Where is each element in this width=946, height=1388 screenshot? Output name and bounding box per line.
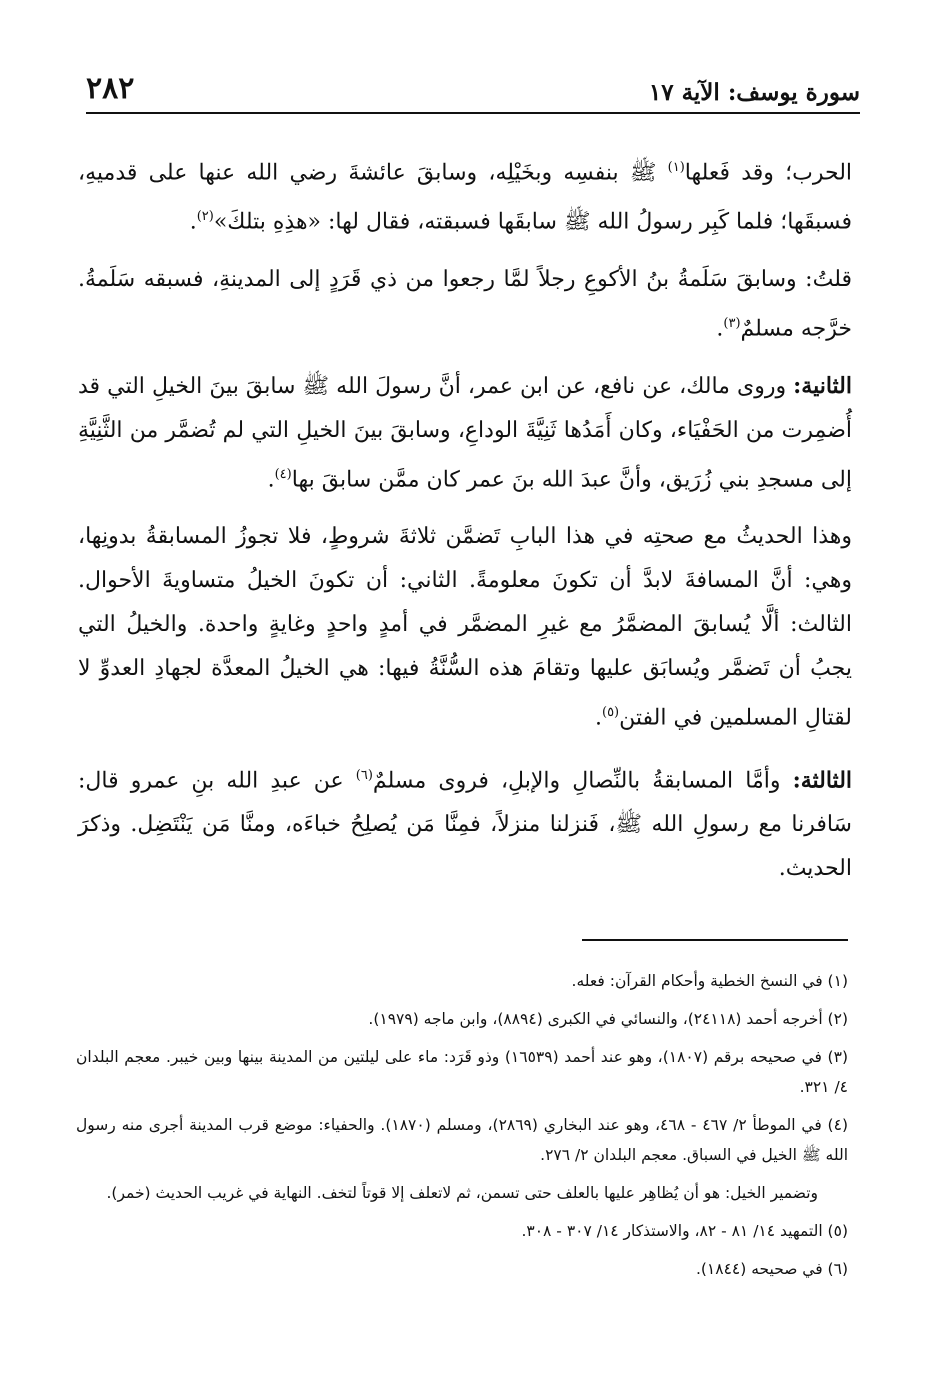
footnote-3: (٣) في صحيحه برقم (١٨٠٧)، وهو عند أحمد (١٦٥٣٩) وذو قَرَد: ماء على ليلتين من المدينة بينها وبين خيبر. معجم البلدان ٤/ ٣٢١. (76, 1048, 848, 1096)
paragraph-5-text-b: عن عبدِ الله بنِ عمرو قال: سَافرنا مع رسولِ الله ﷺ، فَنزلنا منزلاً، فمِنَّا مَن يُصلِحُ خباءَه، ومنَّا مَن يَنْتَضِل. وذكرَ الحديث. (78, 767, 852, 881)
footnote-4: (٤) في الموطأ ٢/ ٤٦٧ - ٤٦٨، وهو عند البخاري (٢٨٦٩)، ومسلم (١٨٧٠). والحفياء: موضع قرب المدينة أجرى منه رسول الله ﷺ الخيل في السباق. معجم البلدان ٢/ ٢٧٦. (76, 1116, 848, 1164)
paragraph-5-text-a: وأمَّا المسابقةُ بالنِّصالِ والإبلِ، فروى مسلمٌ (372, 767, 793, 793)
footnote-2: (٢) أخرجه أحمد (٢٤١١٨)، والنسائي في الكبرى (٨٨٩٤)، وابن ماجه (١٩٧٩). (368, 1010, 848, 1028)
paragraph-4-text-a: وهذا الحديثُ مع صحتِه في هذا البابِ تَضمَّن ثلاثةَ شروطٍ، فلا تجوزُ المسابقةُ بدونِها، وهي: أنَّ المسافةَ لابدَّ أن تكونَ معلومةً. الثاني: أن تكونَ الخيلُ متساويةَ الأحوال. الثالث: ألَّا يُسابقَ المضمَّرُ مع غيرِ المضمَّر في أمدٍ واحدٍ وغايةٍ واحدة. والخيلُ التي يجبُ أن تَضمَّر ويُسابَق عليها وتقامَ هذه السُّنَّةُ فيها: هي الخيلُ المعدَّة لجهادِ العدوِّ لا لقتالِ المسلمين في الفتن (78, 524, 852, 731)
page-number: ٢٨٢ (86, 71, 135, 106)
footnote-6: (٦) في صحيحه (١٨٤٤). (695, 1260, 848, 1278)
footnote-separator (582, 939, 848, 941)
footnote-5: (٥) التمهيد ١٤/ ٨١ - ٨٢، والاستذكار ١٤/ ٣٠٧ - ٣٠٨. (521, 1222, 848, 1240)
paragraph-1-text-a: الحرب؛ وقد فَعلها (684, 160, 853, 186)
paragraph-5-lead: الثالثة: (792, 766, 853, 793)
paragraph-4-text-b: . (594, 705, 602, 731)
footnote-1: (١) في النسخ الخطية وأحكام القرآن: فعله. (571, 972, 848, 990)
paragraph-2 (78, 258, 852, 351)
paragraph-2-text-b: . (716, 315, 724, 341)
footnote-ref-6: (٦) (355, 767, 373, 783)
footnote-ref-1: (١) (667, 160, 685, 175)
page-header (86, 62, 860, 106)
main-text (78, 146, 852, 904)
footnote-ref-4: (٤) (274, 466, 292, 482)
footnote-ref-3: (٣) (723, 315, 741, 331)
footnote-ref-5: (٥) (601, 705, 620, 721)
footnote-4-continuation: وتضمير الخيل: هو أن يُظاهِر عليها بالعلف حتى تسمن، ثم لاتعلف إلا قوتاً لتخف. النهاية في غريب الحديث (خمر). (106, 1184, 818, 1202)
paragraph-2-text-a: قلتُ: وسابقَ سَلَمةُ بنُ الأكوعِ رجلاً لمَّا رجعوا من ذي قَرَدٍ إلى المدينةِ، فسبقه سَلَمةُ. خرَّجه مسلمٌ (78, 266, 852, 341)
header-rule (86, 112, 860, 114)
footnote-ref-2: (٢) (196, 209, 214, 225)
paragraph-1-text-c: . (189, 209, 197, 235)
paragraph-1 (78, 146, 852, 245)
paragraph-3-text-a: وروى مالك، عن نافع، عن ابن عمر، أنَّ رسولَ الله ﷺ سابقَ بينَ الخيلِ التي قد أُضمِرت من الحَفْيَاء، وكان أَمَدُها ثَنِيَّةَ الوداعِ، وسابقَ بينَ الخيلِ التي لم تُضمَّر من الثَّنِيَّةِ إلى مسجدِ بني زُرَيق، وأنَّ عبدَ الله بنَ عمر كان ممَّن سابقَ بها (78, 373, 852, 493)
paragraph-3 (78, 364, 852, 502)
paragraph-3-lead: الثانية: (793, 372, 852, 399)
running-title: سورة يوسف: الآية ١٧ (648, 79, 860, 106)
paragraph-5 (78, 754, 852, 891)
paragraph-3-text-b: . (267, 467, 275, 493)
paragraph-1-text-b: ﷺ بنفسِه وبخَيْلِه، وسابقَ عائشةَ رضي الله عنها على قدميهِ، فسبقَها؛ فلما كَبِر رسولُ الله ﷺ سابقَها فسبقته، فقال لها: «هذِهِ بتلكَ» (78, 160, 852, 235)
paragraph-4 (78, 515, 852, 740)
footnotes (76, 966, 848, 1292)
